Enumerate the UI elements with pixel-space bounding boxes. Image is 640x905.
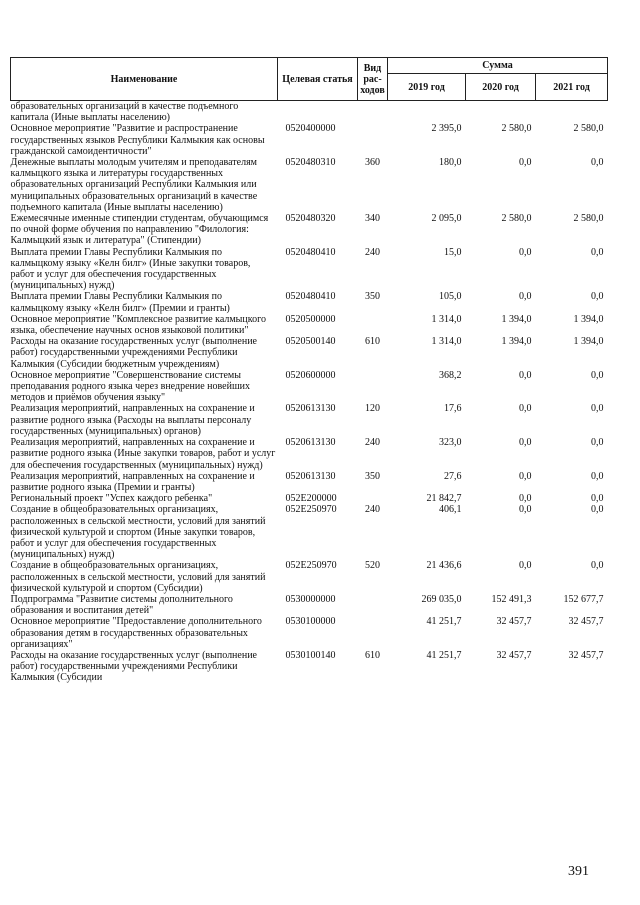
row-sum-2021: 1 394,0 [573, 313, 604, 325]
row-code: 0520480320 [285, 213, 336, 225]
row-code: 052E250970 [285, 504, 337, 516]
row-sum-2020: 0,0 [519, 246, 532, 258]
row-sum-2021: 0,0 [591, 246, 604, 258]
row-code: 0520480410 [285, 291, 336, 303]
row-sum-2019: 368,2 [439, 369, 462, 381]
table-row [11, 504, 608, 560]
row-sum-2020: 0,0 [519, 437, 532, 449]
row-sum-2020: 152 491,3 [491, 593, 532, 605]
row-sum-2019: 180,0 [439, 157, 462, 169]
row-vid: 350 [365, 470, 380, 482]
table-row [11, 157, 608, 213]
table-row [11, 314, 608, 336]
row-name: Основное мероприятие "Развитие и распространение государственных языков Республики Калмыкия как основы гражданской самоидентичности" [10, 123, 265, 157]
row-sum-2019: 21 436,6 [426, 560, 462, 572]
row-sum-2020: 0,0 [519, 504, 532, 516]
row-code: 0530100000 [285, 616, 336, 628]
row-sum-2021: 0,0 [591, 403, 604, 415]
table-row [11, 650, 608, 684]
row-vid: 240 [365, 246, 380, 258]
row-sum-2021 [536, 101, 608, 124]
header-vid: Вид рас-ходов [358, 58, 388, 101]
row-vid: 610 [365, 336, 380, 348]
row-code: 0520480310 [285, 157, 336, 169]
header-year-2019: 2019 год [388, 74, 466, 101]
row-sum-2019: 2 095,0 [431, 213, 462, 225]
row-sum-2021: 152 677,7 [563, 593, 604, 605]
row-code: 052E200000 [285, 493, 337, 505]
budget-table [10, 57, 608, 684]
row-sum-2019: 41 251,7 [426, 616, 462, 628]
row-name: Реализация мероприятий, направленных на сохранение и развитие родного языка (Расходы на выплаты персоналу государственных (муниципальных) органов) [10, 403, 255, 437]
row-code: 0520500140 [285, 336, 336, 348]
row-sum-2019: 406,1 [439, 504, 462, 516]
table-row [11, 101, 608, 124]
row-sum-2021: 1 394,0 [573, 336, 604, 348]
table-row [11, 471, 608, 493]
row-vid: 340 [365, 213, 380, 225]
header-name: Наименование [11, 58, 278, 101]
row-name: Создание в общеобразовательных организациях, расположенных в сельской местности, условий для занятий физической культурой и спортом (Иные закупки товаров, работ и услуг для обеспечения государственных (муниципальных) нужд) [10, 504, 266, 561]
row-code: 0520400000 [285, 123, 336, 135]
table-row [11, 437, 608, 471]
table-header [11, 58, 608, 101]
row-code: 0530000000 [285, 593, 336, 605]
row-sum-2020: 0,0 [519, 403, 532, 415]
row-vid [358, 314, 388, 336]
row-name: Выплата премии Главы Республики Калмыкия по калмыцкому языку «Келн билг» (Иные закупки товаров, работ и услуг для обеспечения государственных (муниципальных) нужд) [10, 246, 251, 292]
row-sum-2020: 0,0 [519, 493, 532, 505]
row-vid: 120 [365, 403, 380, 415]
row-code [278, 101, 358, 124]
row-name: Подпрограмма "Развитие системы дополнительного образования и воспитания детей" [10, 593, 233, 617]
row-vid [358, 123, 388, 157]
row-sum-2021: 0,0 [591, 369, 604, 381]
page-number: 391 [568, 864, 589, 879]
row-sum-2020: 0,0 [519, 157, 532, 169]
row-sum-2020: 0,0 [519, 369, 532, 381]
row-sum-2020: 2 580,0 [501, 123, 532, 135]
row-sum-2019: 323,0 [439, 437, 462, 449]
row-name: Создание в общеобразовательных организациях, расположенных в сельской местности, условий для занятий физической культурой и спортом (Субсидии) [10, 560, 266, 594]
header-code: Целевая статья [278, 58, 358, 101]
row-vid [358, 370, 388, 404]
row-sum-2021: 0,0 [591, 493, 604, 505]
row-sum-2021: 0,0 [591, 470, 604, 482]
row-sum-2021: 0,0 [591, 560, 604, 572]
row-name: Основное мероприятие "Совершенствование системы преподавания родного языка через внедрение новейших методов и приёмов обучения языку" [10, 369, 251, 404]
row-vid [358, 101, 388, 124]
header-sum: Сумма [388, 58, 608, 74]
row-sum-2019: 1 314,0 [431, 313, 462, 325]
row-vid [358, 594, 388, 616]
row-name: Реализация мероприятий, направленных на сохранение и развитие родного языка (Иные закупки товаров, работ и услуг для обеспечения государственных (муниципальных) нужд) [10, 437, 276, 471]
row-name: Расходы на оказание государственных услуг (выполнение работ) государственными учреждениями Республики Калмыкия (Субсидии [10, 649, 257, 684]
row-name: Реализация мероприятий, направленных на сохранение и развитие родного языка (Премии и гранты) [10, 470, 255, 493]
row-sum-2020: 0,0 [519, 470, 532, 482]
table-row [11, 336, 608, 370]
row-name: Ежемесячные именные стипендии студентам, обучающимся по очной форме обучения по направлению "Филология: Калмыцкий язык и литература" (Стипендии) [10, 213, 269, 247]
row-sum-2019: 21 842,7 [426, 493, 462, 505]
table-row [11, 213, 608, 247]
row-code: 0520613130 [285, 470, 336, 482]
row-sum-2019: 17,6 [444, 403, 462, 415]
table-row [11, 594, 608, 616]
row-sum-2019: 1 314,0 [431, 336, 462, 348]
row-name: образовательных организаций в качестве подъемного капитала (Иные выплаты населению) [10, 101, 239, 124]
row-name: Выплата премии Главы Республики Калмыкия по калмыцкому языку «Келн билг» (Премии и гранты) [10, 291, 230, 314]
row-sum-2019: 15,0 [444, 246, 462, 258]
row-sum-2019: 41 251,7 [426, 649, 462, 661]
row-vid: 520 [365, 560, 380, 572]
row-name: Региональный проект "Успех каждого ребенка" [10, 493, 213, 505]
row-sum-2021: 2 580,0 [573, 213, 604, 225]
row-code: 0520613130 [285, 403, 336, 415]
row-sum-2020: 1 394,0 [501, 313, 532, 325]
row-sum-2021: 0,0 [591, 291, 604, 303]
row-vid: 240 [365, 504, 380, 516]
row-name: Денежные выплаты молодым учителям и преподавателям калмыцкого языка и литературы государственных образовательных организаций Республики Калмыкия или муниципальных образовательных организаций в качестве подъемного капитала (Иные выплаты населению) [10, 157, 258, 213]
table-body [11, 101, 608, 684]
table-row [11, 616, 608, 650]
row-sum-2021: 0,0 [591, 504, 604, 516]
row-sum-2021: 32 457,7 [568, 649, 604, 661]
row-name: Основное мероприятие "Предоставление дополнительного образования детям в государственных образовательных организациях" [10, 616, 262, 650]
row-code: 0520600000 [285, 369, 336, 381]
row-sum-2020: 32 457,7 [496, 616, 532, 628]
row-sum-2020: 1 394,0 [501, 336, 532, 348]
row-sum-2019: 2 395,0 [431, 123, 462, 135]
row-sum-2020: 32 457,7 [496, 649, 532, 661]
row-code: 0520500000 [285, 313, 336, 325]
row-vid: 240 [365, 437, 380, 449]
row-sum-2021: 0,0 [591, 157, 604, 169]
table-row [11, 370, 608, 404]
row-sum-2021: 32 457,7 [568, 616, 604, 628]
row-code: 052E250970 [285, 560, 337, 572]
row-sum-2021: 2 580,0 [573, 123, 604, 135]
row-name: Основное мероприятие "Комплексное развитие калмыцкого языка, обеспечение научных основ языковой политики" [10, 313, 266, 337]
row-code: 0530100140 [285, 649, 336, 661]
header-year-2021: 2021 год [536, 74, 608, 101]
row-vid [358, 616, 388, 650]
table-row [11, 291, 608, 313]
row-name: Расходы на оказание государственных услуг (выполнение работ) государственными учреждениями Республики Калмыкия (Субсидии бюджетным учреждениям) [10, 336, 257, 370]
table-row [11, 403, 608, 437]
table-row [11, 247, 608, 292]
row-sum-2019: 105,0 [439, 291, 462, 303]
row-sum-2020: 2 580,0 [501, 213, 532, 225]
table-row [11, 493, 608, 504]
row-sum-2020 [466, 101, 536, 124]
row-vid: 610 [365, 649, 380, 661]
table-row [11, 560, 608, 594]
row-sum-2020: 0,0 [519, 291, 532, 303]
row-sum-2020: 0,0 [519, 560, 532, 572]
header-year-2020: 2020 год [466, 74, 536, 101]
table-row [11, 123, 608, 157]
row-vid: 350 [365, 291, 380, 303]
row-sum-2019 [388, 101, 466, 124]
row-code: 0520613130 [285, 437, 336, 449]
row-vid: 360 [365, 157, 380, 169]
row-code: 0520480410 [285, 246, 336, 258]
row-sum-2021: 0,0 [591, 437, 604, 449]
row-vid [358, 493, 388, 504]
row-sum-2019: 269 035,0 [421, 593, 462, 605]
row-sum-2019: 27,6 [444, 470, 462, 482]
